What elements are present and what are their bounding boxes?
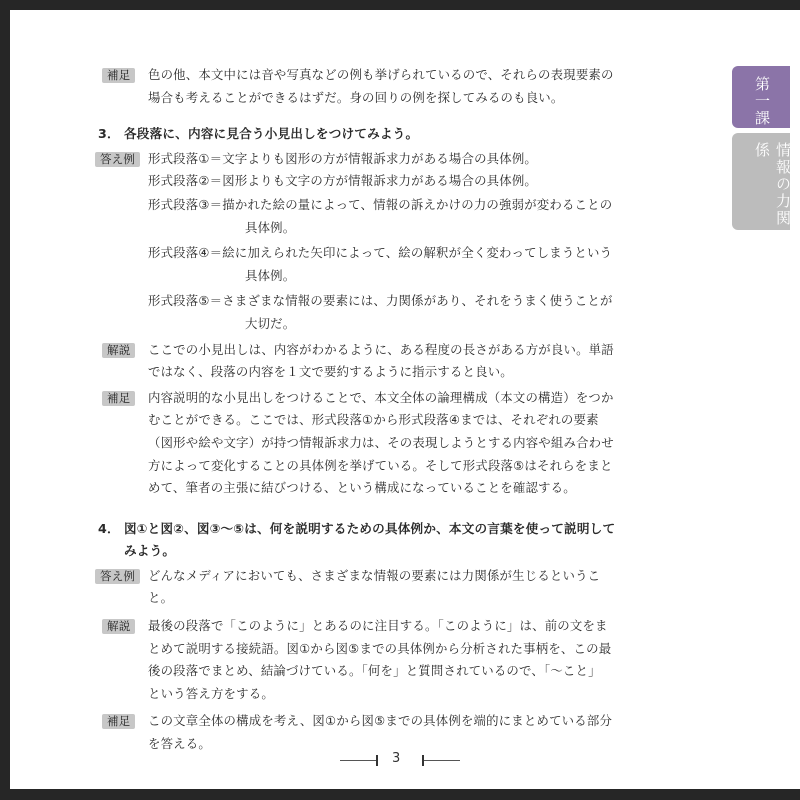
note-line: めて、筆者の主張に結びつける、という構成になっていることを確認する。: [148, 480, 576, 496]
page-number: 3: [392, 751, 401, 766]
note-tag: 補足: [102, 68, 135, 83]
note-line: （図形や絵や文字）が持つ情報訴求力は、その表現しようとする内容や組み合わせ: [148, 434, 614, 450]
frame-top-bar: [0, 0, 800, 10]
explanation-block-2: [90, 615, 720, 705]
note-block-2: [90, 387, 720, 500]
answer-item: [148, 148, 720, 171]
frame-left-bar: [0, 0, 10, 800]
note-line: 色の他、本文中には音や写真などの例も挙げられているので、それらの表現要素の: [148, 67, 614, 82]
question-text: [124, 518, 704, 563]
question-number: 4．: [98, 520, 120, 536]
explanation-line: という答え方をする。: [148, 685, 274, 701]
explanation-tag: 解説: [102, 343, 135, 358]
answer-block-1: [90, 148, 720, 336]
note-line: 内容説明的な小見出しをつけることで、本文全体の論理構成（本文の構造）をつか: [148, 389, 614, 405]
footer-cap-left: [376, 755, 378, 766]
answer-tag: 答え例: [95, 152, 140, 167]
answer-line: どんなメディアにおいても、さまざまな情報の要素には力関係が生じるというこ: [148, 567, 601, 583]
footer-rule-left: [340, 760, 376, 761]
answer-line: 形式段落④＝絵に加えられた矢印によって、絵の解釈が全く変わってしまうという: [148, 245, 613, 261]
explanation-tag: 解説: [102, 619, 135, 634]
answer-item: [148, 194, 720, 239]
answer-line: 形式段落②＝図形よりも文字の方が情報訴求力がある場合の具体例。: [148, 173, 538, 189]
question-line: 図①と図②、図③〜⑤は、何を説明するための具体例か、本文の言葉を使って説明して: [124, 520, 616, 536]
answer-block-2: [90, 565, 720, 610]
note-line: 方によって変化することの具体例を挙げている。そして形式段落⑤はそれらをまと: [148, 457, 613, 473]
answer-line: 形式段落⑤＝さまざまな情報の要素には、力関係があり、それをうまく使うことが: [148, 293, 613, 309]
explanation-line: 後の段落でまとめ、結論づけている。「何を」と質問されているので、「〜こと」: [148, 663, 601, 679]
answer-line: 形式段落①＝文字よりも図形の方が情報訴求力がある場合の具体例。: [148, 150, 538, 166]
answer-line: 形式段落③＝描かれた絵の量によって、情報の訴えかけの力の強弱が変わることの: [148, 196, 613, 212]
question-number: 3．: [98, 126, 120, 142]
note-tag: 補足: [102, 391, 135, 406]
answer-line: と。: [148, 590, 174, 606]
page-footer: [0, 750, 800, 770]
footer-rule-right: [424, 760, 460, 761]
question-text: 各段落に、内容に見合う小見出しをつけてみよう。: [124, 126, 419, 142]
note-block-3: [90, 710, 720, 755]
answer-item: [148, 290, 720, 335]
explanation-line: ではなく、段落の内容を１文で要約するように指示すると良い。: [148, 364, 513, 380]
lesson-tab-label: 第一課: [753, 76, 771, 127]
note-line: この文章全体の構成を考え、図①から図⑤までの具体例を端的にまとめている部分: [148, 713, 613, 729]
lesson-title-label: 情報の力関係: [753, 142, 792, 227]
page-content: [90, 64, 720, 756]
explanation-line: とめて説明する接続語。図①から図⑤までの具体例から分析された事柄を、この最: [148, 640, 612, 656]
note-line: 場合も考えることができるはずだ。身の回りの例を探してみるのも良い。: [148, 89, 564, 105]
explanation-block-1: [90, 339, 720, 384]
lesson-title-tab[interactable]: [732, 133, 790, 230]
note-block-1: [90, 64, 720, 109]
note-tag: 補足: [102, 714, 135, 729]
lesson-tab[interactable]: [732, 66, 790, 128]
question-4: [90, 518, 720, 563]
answer-line: 大切だ。: [245, 315, 296, 331]
answer-tag: 答え例: [95, 569, 140, 584]
note-line: を答える。: [148, 736, 211, 752]
explanation-line: 最後の段落で「このように」とあるのに注目する。「このように」は、前の文をま: [148, 618, 608, 634]
frame-bottom-bar: [0, 789, 800, 800]
answer-item: [148, 242, 720, 287]
question-3: [90, 123, 720, 146]
answer-line: 具体例。: [245, 267, 296, 283]
answer-line: 具体例。: [245, 219, 296, 235]
question-line: みよう。: [124, 543, 176, 559]
note-line: むことができる。ここでは、形式段落①から形式段落④までは、それぞれの要素: [148, 412, 599, 428]
explanation-line: ここでの小見出しは、内容がわかるように、ある程度の長さがある方が良い。単語: [148, 341, 614, 357]
answer-item: [148, 170, 720, 193]
